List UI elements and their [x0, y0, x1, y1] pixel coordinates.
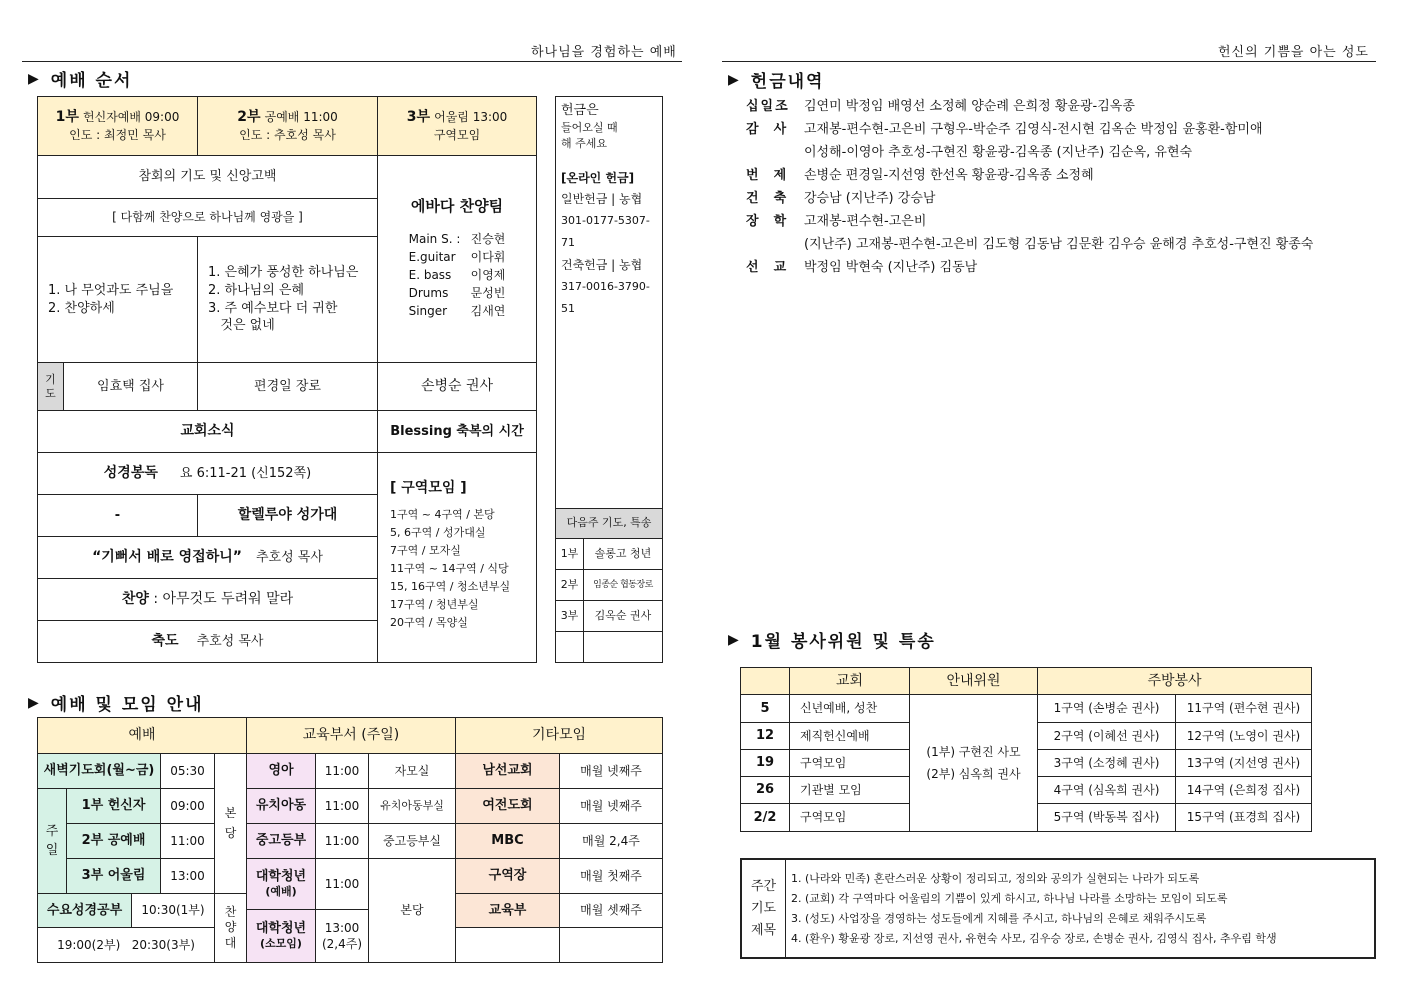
- vol-kitchen-1: 5구역 (박동복 집사): [1037, 803, 1176, 832]
- next-name-4: [583, 631, 663, 663]
- vol-kitchen-2: 13구역 (지선영 권사): [1175, 749, 1312, 777]
- edu-youth-time: 11:00: [315, 823, 369, 859]
- triangle-icon: ▶: [728, 71, 741, 88]
- edu-college-2-time: 13:00 (2,4주): [315, 909, 369, 963]
- edu-college-place: 본당: [368, 858, 456, 963]
- vol-church: 구역모임: [789, 803, 910, 832]
- song-list-2: 1. 은혜가 풍성한 하나님은 2. 하나님의 은혜 3. 주 예수보다 더 귀한 것은 없네: [197, 236, 378, 363]
- triangle-icon: ▶: [728, 631, 741, 648]
- vol-kitchen-2: 15구역 (표경희 집사): [1175, 803, 1312, 832]
- vol-church: 기관별 모임: [789, 776, 910, 804]
- other-5: 교육부: [455, 893, 560, 928]
- vol-usher: (1부) 구현진 사모 (2부) 심옥희 권사: [909, 694, 1038, 832]
- vol-date: 2/2: [740, 803, 790, 832]
- prayer-3: 손병순 권사: [377, 362, 537, 411]
- dawn-time: 05:30: [160, 753, 215, 789]
- other-5-when: 매월 셋째주: [559, 893, 663, 928]
- offering-row: 감 사 고재봉-편수현-고은비 구형우-박순주 김영식-전시현 김옥순 박정임 윤홍환-함미애: [746, 122, 1263, 137]
- wed-time-2: 19:00(2부) 20:30(3부): [37, 927, 215, 963]
- prayer-label: 기도: [37, 362, 64, 411]
- edu-kids-time: 11:00: [315, 788, 369, 824]
- sunday-1-time: 09:00: [160, 788, 215, 824]
- vol-kitchen-2: 14구역 (은희정 집사): [1175, 776, 1312, 804]
- vol-kitchen-1: 1구역 (손병순 권사): [1037, 694, 1176, 723]
- next-week-title: 다음주 기도, 특송: [555, 508, 663, 539]
- other-2-when: 매월 넷째주: [559, 788, 663, 824]
- edu-infant-place: 자모실: [368, 753, 456, 789]
- vol-kitchen-2: 12구역 (노영이 권사): [1175, 722, 1312, 750]
- vol-church: 신년예배, 성찬: [789, 694, 910, 723]
- vol-date: 19: [740, 749, 790, 777]
- sunday-2-time: 11:00: [160, 823, 215, 859]
- sunday-1: 1부 헌신자: [66, 788, 161, 824]
- praise-team: 에바다 찬양팀 Main S. : 진승현 E.guitar 이다휘 E. bass 이영제 Drums 문성빈 Singer 김새연: [377, 155, 537, 363]
- sermon: “기뻐서 배로 영접하니” 추호성 목사: [37, 536, 378, 579]
- offering-row: 십일조 김연미 박정임 배영선 소정혜 양순례 은희정 황윤광-김옥종: [746, 99, 1135, 114]
- right-motto: 헌신의 기쁨을 아는 성도: [1218, 45, 1369, 60]
- offering-row: 건 축 강승남 (지난주) 강승남: [746, 191, 936, 206]
- next-part-4: [555, 631, 584, 663]
- next-name-2: 임종순 협동장로: [583, 569, 663, 601]
- edu-youth: 중고등부: [246, 823, 316, 859]
- section-title-offering: ▶ 헌금내역: [728, 71, 825, 92]
- vol-church: 제직헌신예배: [789, 722, 910, 750]
- offering-info-text: 헌금은 들어오실 때 해 주세요 [온라인 헌금] 일반헌금 | 농협 301-0177-5307-71 건축헌금 | 농협 317-0016-3790-51: [561, 103, 650, 315]
- vol-header-kitchen: 주방봉사: [1037, 667, 1312, 695]
- section-title-order: ▶ 예배 순서: [28, 70, 133, 91]
- hymn: 찬양 : 아무것도 두려워 말라: [37, 578, 378, 621]
- edu-youth-place: 중고등부실: [368, 823, 456, 859]
- praise-theme: [ 다함께 찬양으로 하나님께 영광을 ]: [37, 198, 378, 237]
- next-part-3: 3부: [555, 600, 584, 632]
- vol-date: 26: [740, 776, 790, 804]
- sunday-2: 2부 공예배: [66, 823, 161, 859]
- section-title-volunteer: ▶ 1월 봉사위원 및 특송: [728, 631, 936, 652]
- other-2: 여전도회: [455, 788, 560, 824]
- other-3: MBC: [455, 823, 560, 859]
- main-hall-label: 본당: [214, 753, 247, 894]
- blessing-time: Blessing 축복의 시간: [377, 410, 537, 453]
- next-part-2: 2부: [555, 569, 584, 601]
- guide-header-worship: 예배: [37, 717, 247, 754]
- next-name-1: 솔롱고 청년: [583, 538, 663, 570]
- choir-room-label: 찬양대: [214, 893, 247, 963]
- zone-meetings: [ 구역모임 ] 1구역 ~ 4구역 / 본당 5, 6구역 / 성가대실 7구역 / 모자실 11구역 ~ 14구역 / 식당 15, 16구역 / 청소년부실 17구역 / 청년부실 20구역 / 목양실: [377, 452, 537, 663]
- guide-header-other: 기타모임: [455, 717, 663, 754]
- song-list-1: 1. 나 무엇과도 주님을 2. 찬양하세: [37, 236, 198, 363]
- vol-kitchen-2: 11구역 (편수현 권사): [1175, 694, 1312, 723]
- wed-time-1: 10:30(1부): [131, 893, 215, 928]
- sunday-3-time: 13:00: [160, 858, 215, 894]
- dash-cell: -: [37, 494, 198, 537]
- choir: 할렐루야 성가대: [197, 494, 378, 537]
- sunday-label: 주일: [37, 788, 67, 894]
- guide-header-edu: 교육부서 (주일): [246, 717, 456, 754]
- edu-kids: 유치아동: [246, 788, 316, 824]
- wed-study: 수요성경공부: [37, 893, 132, 928]
- edu-kids-place: 유치아동부실: [368, 788, 456, 824]
- prayer-box-label: 주간 기도 제목: [742, 860, 786, 957]
- vol-kitchen-1: 2구역 (이혜선 권사): [1037, 722, 1176, 750]
- service-2: 2부 공예배 11:00 인도 : 추호성 목사: [197, 96, 378, 156]
- section-title-guide: ▶ 예배 및 모임 안내: [28, 694, 204, 715]
- edu-college-1-time: 11:00: [315, 858, 369, 910]
- edu-infant-time: 11:00: [315, 753, 369, 789]
- prayer-items: 1. (나라와 민족) 혼란스러운 상황이 정리되고, 정의와 공의가 실현되는 나라가 되도록 2. (교회) 각 구역마다 어울림의 기쁨이 있게 하시고, 하나님 나라를 소망하는 모임이 되도록 3. (성도) 사업장을 경영하는 성도들에게 지혜를 주시고, 하나님의 은혜로 채워주시도록 4. (환우) 황윤광 장로, 지선영 권사, 유현숙 사모, 김우승 장로, 손병순 권사, 김영식 집사, 추우림 학생: [791, 872, 1277, 945]
- vol-date: 5: [740, 694, 790, 723]
- prayer-1: 임효택 집사: [63, 362, 198, 411]
- vol-kitchen-1: 3구역 (소정혜 권사): [1037, 749, 1176, 777]
- vol-header-usher: 안내위원: [909, 667, 1038, 695]
- benediction: 축도 추호성 목사: [37, 620, 378, 663]
- other-4: 구역장: [455, 858, 560, 894]
- left-motto: 하나님을 경험하는 예배: [531, 45, 677, 60]
- vol-kitchen-1: 4구역 (심옥희 권사): [1037, 776, 1176, 804]
- other-6: [455, 927, 560, 963]
- vol-date: 12: [740, 722, 790, 750]
- triangle-icon: ▶: [28, 694, 41, 711]
- edu-college-2: 대학청년 (소모임): [246, 909, 316, 963]
- prayer-2: 편경일 장로: [197, 362, 378, 411]
- edu-infant: 영아: [246, 753, 316, 789]
- other-4-when: 매월 첫째주: [559, 858, 663, 894]
- offering-row: (지난주) 고재봉-편수현-고은비 김도형 김동남 김문환 김우승 윤해경 추호성-구현진 황종숙: [804, 237, 1314, 252]
- other-1: 남선교회: [455, 753, 560, 789]
- next-name-3: 김옥순 권사: [583, 600, 663, 632]
- left-header-rule: [22, 61, 682, 62]
- bible-reading: 성경봉독 요 6:11-21 (신152쪽): [37, 452, 378, 495]
- offering-row: 선 교 박정임 박현숙 (지난주) 김동남: [746, 260, 978, 275]
- sunday-3: 3부 어울림: [66, 858, 161, 894]
- vol-header-church: 교회: [789, 667, 910, 695]
- edu-college-1: 대학청년 (예배): [246, 858, 316, 910]
- service-3: 3부 어울림 13:00 구역모임: [377, 96, 537, 156]
- other-6-when: [559, 927, 663, 963]
- service-1: 1부 헌신자예배 09:00 인도 : 최정민 목사: [37, 96, 198, 156]
- offering-row: 번 제 손병순 편경일-지선영 한선옥 황윤광-김옥종 소정혜: [746, 168, 1094, 183]
- right-header-rule: [722, 61, 1376, 62]
- other-3-when: 매월 2,4주: [559, 823, 663, 859]
- confession: 참회의 기도 및 신앙고백: [37, 155, 378, 199]
- offering-row: 이성해-이영아 추호성-구현진 황윤광-김옥종 (지난주) 김순옥, 유현숙: [804, 145, 1193, 160]
- offering-row: 장 학 고재봉-편수현-고은비: [746, 214, 927, 229]
- dawn-prayer: 새벽기도회(월~금): [37, 753, 161, 789]
- church-news: 교회소식: [37, 410, 378, 453]
- vol-church: 구역모임: [789, 749, 910, 777]
- next-part-1: 1부: [555, 538, 584, 570]
- triangle-icon: ▶: [28, 70, 41, 87]
- vol-header-date: [740, 667, 790, 695]
- other-1-when: 매월 넷째주: [559, 753, 663, 789]
